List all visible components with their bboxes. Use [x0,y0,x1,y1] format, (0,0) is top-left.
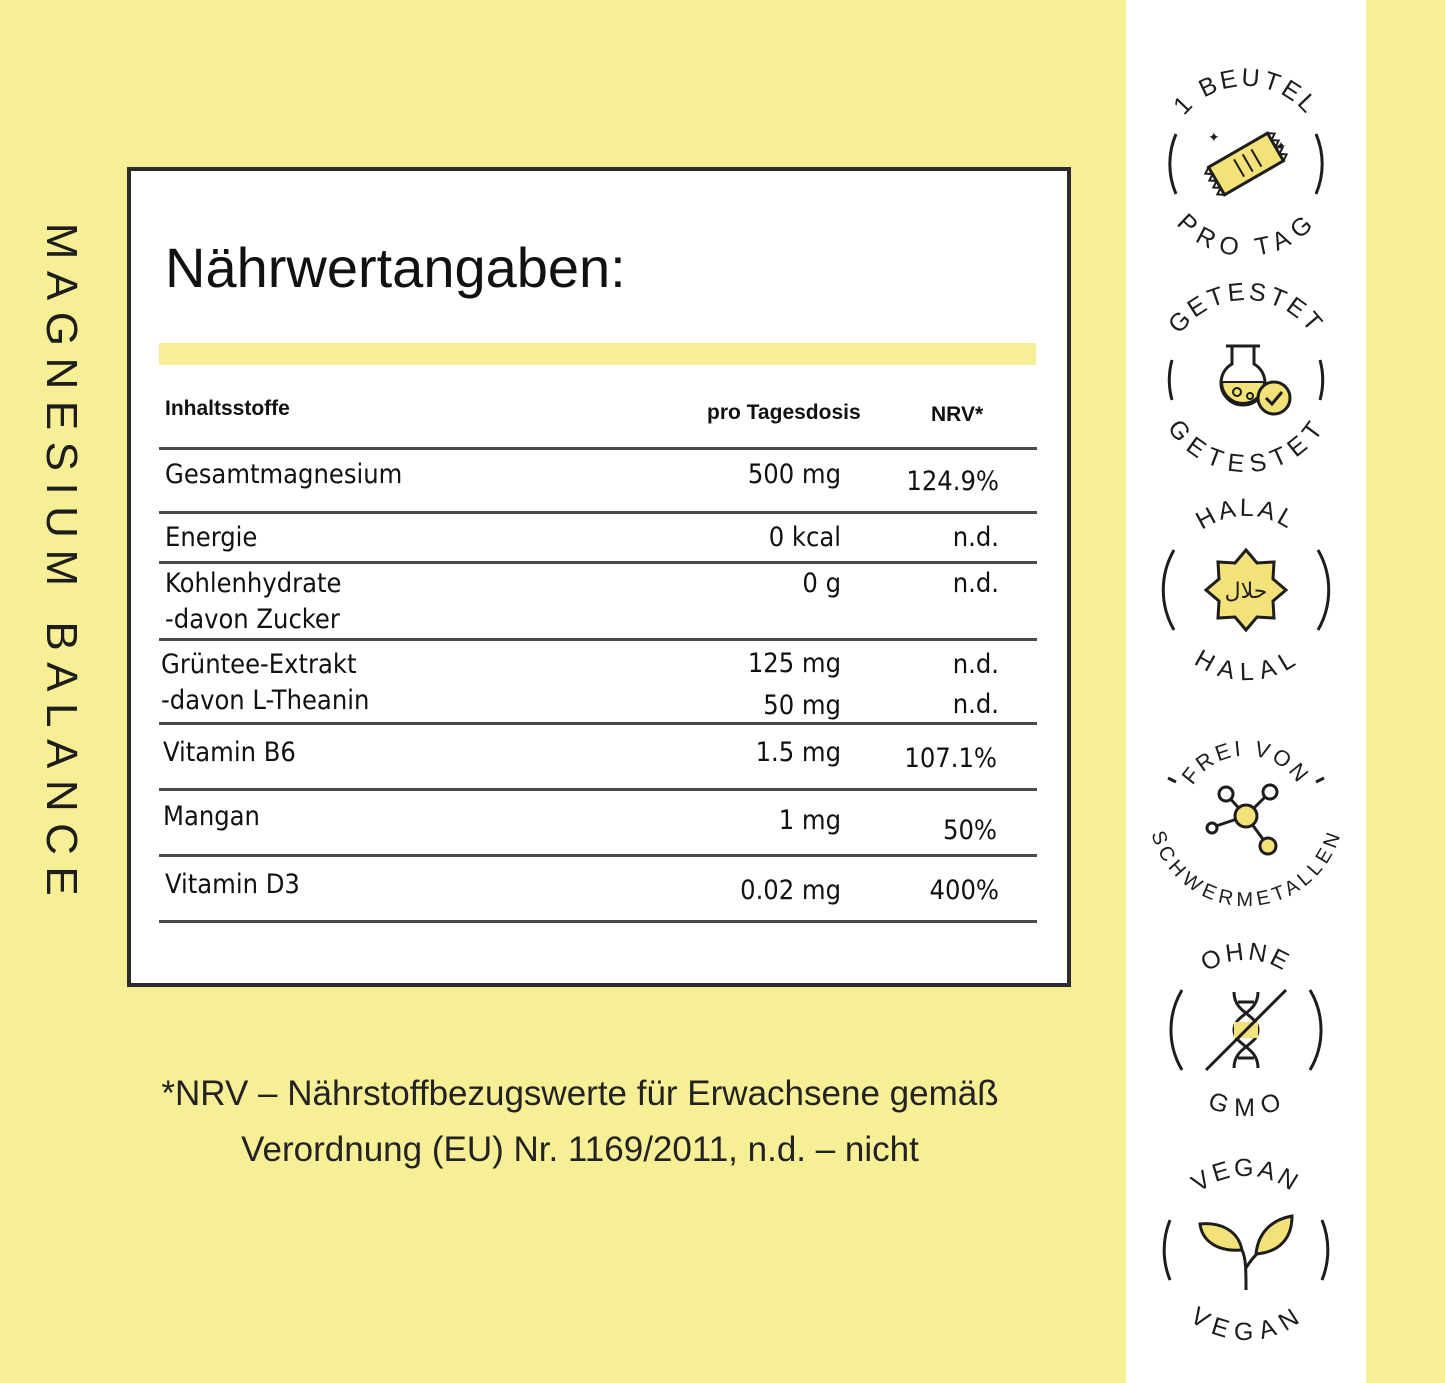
halal-star-icon [1206,550,1286,630]
badge-vegan [1146,1150,1346,1350]
svg-text:✦: ✦ [1276,139,1287,153]
footnote-line: Verordnung (EU) Nr. 1169/2011, n.d. – nicht [241,1130,919,1169]
row-name: Energie [165,522,258,553]
badge-free-of-heavy-metals [1146,712,1346,912]
svg-text:VEGAN [1187,1154,1306,1198]
badge-bottom-text: SCHWERMETALLEN [1146,827,1346,911]
badge-halal [1146,490,1346,690]
row-dose: 1.5 mg [755,737,841,768]
row-nrv: 400% [929,875,999,906]
accent-bar [159,343,1036,365]
badge-bottom-text: HALAL [1190,643,1303,686]
header-ingredients: Inhaltsstoffe [165,397,290,420]
badge-one-sachet-per-day [1146,64,1346,264]
svg-text:✦: ✦ [1208,130,1220,146]
row-dose: 0 kcal [768,522,841,553]
product-name: MAGNESIUM BALANCE [37,222,87,908]
row-name: Grüntee-Extrakt -davon L-Theanin [161,649,370,716]
row-dose: 0 g [802,568,841,599]
badge-top-text: HALAL [1191,493,1302,536]
svg-text:GETESTET [1163,280,1330,339]
svg-text:HALAL [1190,644,1302,686]
row-nrv: 124.9% [906,466,999,497]
row-dose: 500 mg [747,459,841,490]
table-row [159,725,1037,791]
badge-top-text: 1 BEUTEL [1168,64,1324,121]
svg-text:1 BEUTEL [1168,64,1324,120]
lab-flask-icon [1221,346,1290,414]
badge-bottom-text: GETESTET [1162,414,1330,479]
badge-tested [1146,280,1346,480]
row-nrv: n.d. [952,522,999,553]
row-name: Vitamin B6 [163,737,296,768]
table-row [159,564,1037,641]
row-name: Gesamtmagnesium [165,459,403,490]
table-row [159,450,1037,514]
badge-bottom-text: PRO TAG [1171,207,1320,262]
table-row [159,857,1037,923]
header-nrv: NRV* [931,403,984,426]
product-name-vertical [36,170,86,960]
row-nrv: 107.1% [904,743,997,774]
row-dose: 0.02 mg [740,875,841,906]
row-dose: 1 mg [778,805,841,836]
dna-crossed-icon [1206,990,1286,1070]
row-name: Mangan [163,801,260,832]
badge-no-gmo [1146,930,1346,1130]
row-name: Kohlenhydrate -davon Zucker [165,568,342,635]
panel-title: Nährwertangaben: [165,236,626,299]
table-row [159,514,1037,564]
badge-top-text: GETESTET [1162,280,1330,339]
svg-text:VEGAN [1186,1301,1307,1345]
table-row [159,791,1037,857]
leaf-sprout-icon [1200,1216,1292,1290]
row-nrv: n.d. [952,568,999,599]
svg-text:SCHWERMETALLEN [1147,828,1345,911]
table-row [159,641,1037,725]
table-header [159,381,1037,450]
svg-text:GETESTET [1162,414,1329,478]
molecule-icon [1207,785,1277,854]
svg-text:PRO TAG [1172,208,1320,262]
halal-glyph: حلال [1224,579,1268,604]
header-daily-dose: pro Tagesdosis [707,401,861,424]
nutrition-panel [127,167,1071,987]
badge-top-text: VEGAN [1186,1153,1306,1198]
svg-text:FREI VON [1177,735,1316,788]
nutrition-table [159,381,1037,923]
svg-text:GMO [1205,1086,1287,1121]
svg-text:OHNE [1197,937,1296,977]
row-name: Vitamin D3 [165,869,300,900]
badge-top-text: OHNE [1196,937,1296,978]
badge-top-text: FREI VON [1176,735,1316,789]
nrv-footnote [100,1066,1060,1178]
row-nrv: 50% [943,815,997,846]
badge-bottom-text: VEGAN [1185,1301,1307,1346]
footnote-line: *NRV – Nährstoffbezugswerte für Erwachsene gemäß [161,1074,999,1113]
row-dose: 125 mg 50 mg [747,648,841,721]
badge-bottom-text: GMO [1204,1086,1288,1122]
svg-text:HALAL [1191,494,1301,535]
row-nrv: n.d. n.d. [952,649,999,720]
